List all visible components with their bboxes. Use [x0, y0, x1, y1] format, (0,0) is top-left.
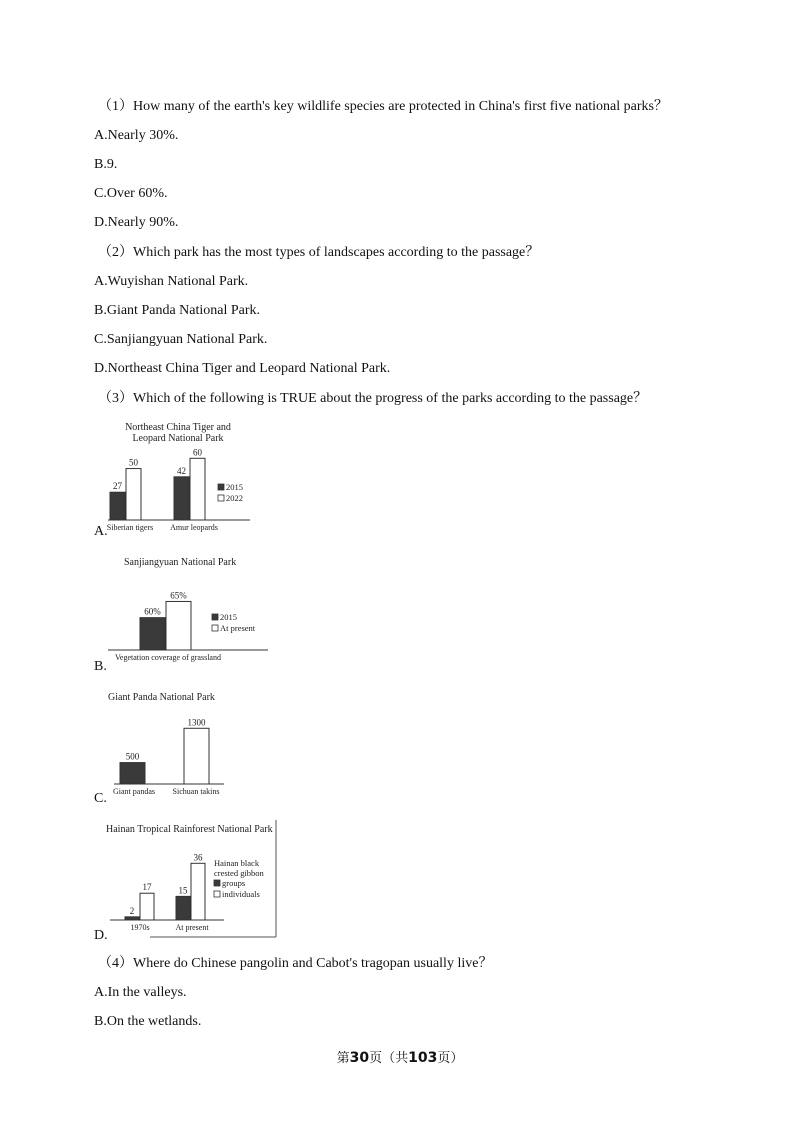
bar-data-label: 15	[178, 885, 188, 896]
q2-option-b[interactable]: B.Giant Panda National Park.	[94, 303, 261, 318]
bar-data-label: 1300	[187, 717, 206, 728]
footer-suffix: 页）	[437, 1051, 464, 1066]
bar	[120, 763, 145, 784]
q4-option-a[interactable]: A.In the valleys.	[94, 985, 187, 1000]
bar-data-label: 27	[113, 481, 122, 492]
category-tick-label: Giant pandas	[113, 787, 155, 796]
chart-b-sanjiangyuan	[108, 553, 278, 673]
footer-middle: 页（共	[369, 1051, 409, 1066]
chart-title: Giant Panda National Park	[108, 692, 215, 703]
q1-option-c[interactable]: C.Over 60%.	[94, 186, 168, 201]
q2-option-d[interactable]: D.Northeast China Tiger and Leopard National Park.	[94, 361, 391, 376]
legend-title: crested gibbon	[214, 868, 264, 878]
bar	[140, 893, 154, 920]
q3-option-b-letter[interactable]: B.	[94, 659, 107, 674]
bar-data-label: 42	[177, 465, 186, 476]
legend-title: Hainan black	[214, 858, 260, 868]
category-tick-label: At present	[175, 923, 209, 932]
bar-data-label: 60%	[144, 606, 161, 617]
bar	[176, 896, 190, 920]
question-3-stem: （3）Which of the following is TRUE about the progress of the parks according to the passage？	[98, 391, 648, 406]
bar-data-label: 17	[142, 882, 152, 893]
q1-option-b[interactable]: B.9.	[94, 157, 118, 172]
q3-option-c-letter[interactable]: C.	[94, 791, 107, 806]
bar	[125, 917, 139, 920]
bar-data-label: 60	[193, 447, 202, 458]
legend-entry: 2015	[226, 482, 243, 492]
bar	[190, 458, 205, 520]
page-footer	[0, 1047, 800, 1066]
bar-data-label: 50	[129, 457, 138, 468]
q3-option-a-letter[interactable]: A.	[94, 524, 108, 539]
bar	[166, 601, 191, 650]
bar-data-label: 500	[125, 751, 140, 762]
legend-swatch	[214, 891, 220, 897]
question-2-stem: （2）Which park has the most types of landscapes according to the passage？	[98, 245, 540, 260]
chart-title: Hainan Tropical Rainforest National Park	[106, 824, 273, 835]
legend-entry: 2022	[226, 493, 243, 503]
bar	[174, 477, 189, 520]
legend-entry: At present	[220, 623, 256, 633]
legend-swatch	[214, 880, 220, 886]
chart-title: Leopard National Park	[132, 433, 224, 444]
bar	[140, 618, 165, 650]
chart-d-hainan	[104, 820, 284, 940]
q4-option-b[interactable]: B.On the wetlands.	[94, 1014, 202, 1029]
bar-data-label: 2	[129, 905, 135, 916]
legend-swatch	[218, 495, 224, 501]
category-tick-label: 1970s	[130, 923, 150, 932]
legend-swatch	[212, 614, 218, 620]
footer-page-number: 30	[349, 1050, 370, 1066]
q1-option-a[interactable]: A.Nearly 30%.	[94, 128, 179, 143]
footer-total-pages: 103	[408, 1050, 438, 1066]
bar	[184, 728, 209, 784]
bar	[110, 492, 125, 520]
q2-option-c[interactable]: C.Sanjiangyuan National Park.	[94, 332, 268, 347]
category-tick-label: Amur leopards	[170, 523, 218, 532]
chart-title: Sanjiangyuan National Park	[124, 557, 237, 568]
bar-data-label: 65%	[170, 590, 187, 601]
legend-swatch	[212, 625, 218, 631]
q1-option-d[interactable]: D.Nearly 90%.	[94, 215, 179, 230]
q2-option-a[interactable]: A.Wuyishan National Park.	[94, 274, 249, 289]
legend-entry: 2015	[220, 612, 237, 622]
category-tick-label: Sichuan takins	[172, 787, 220, 796]
legend-entry: individuals	[222, 889, 260, 899]
q3-option-d-letter[interactable]: D.	[94, 928, 108, 943]
footer-prefix: 第	[336, 1051, 350, 1066]
category-tick-label: Siberian tigers	[106, 523, 154, 532]
chart-c-giant-panda	[106, 688, 236, 803]
bar	[126, 469, 141, 520]
category-tick-label: Vegetation coverage of grassland	[115, 653, 221, 662]
legend-entry: groups	[222, 878, 246, 888]
chart-title: Northeast China Tiger and	[125, 422, 231, 433]
question-4-stem: （4）Where do Chinese pangolin and Cabot's tragopan usually live？	[98, 956, 493, 971]
bar-data-label: 36	[193, 852, 203, 863]
legend-swatch	[218, 484, 224, 490]
question-1-stem: （1）How many of the earth's key wildlife species are protected in China's first five national parks？	[98, 99, 668, 114]
bar	[191, 863, 205, 920]
chart-a-tiger-leopard	[108, 420, 268, 540]
